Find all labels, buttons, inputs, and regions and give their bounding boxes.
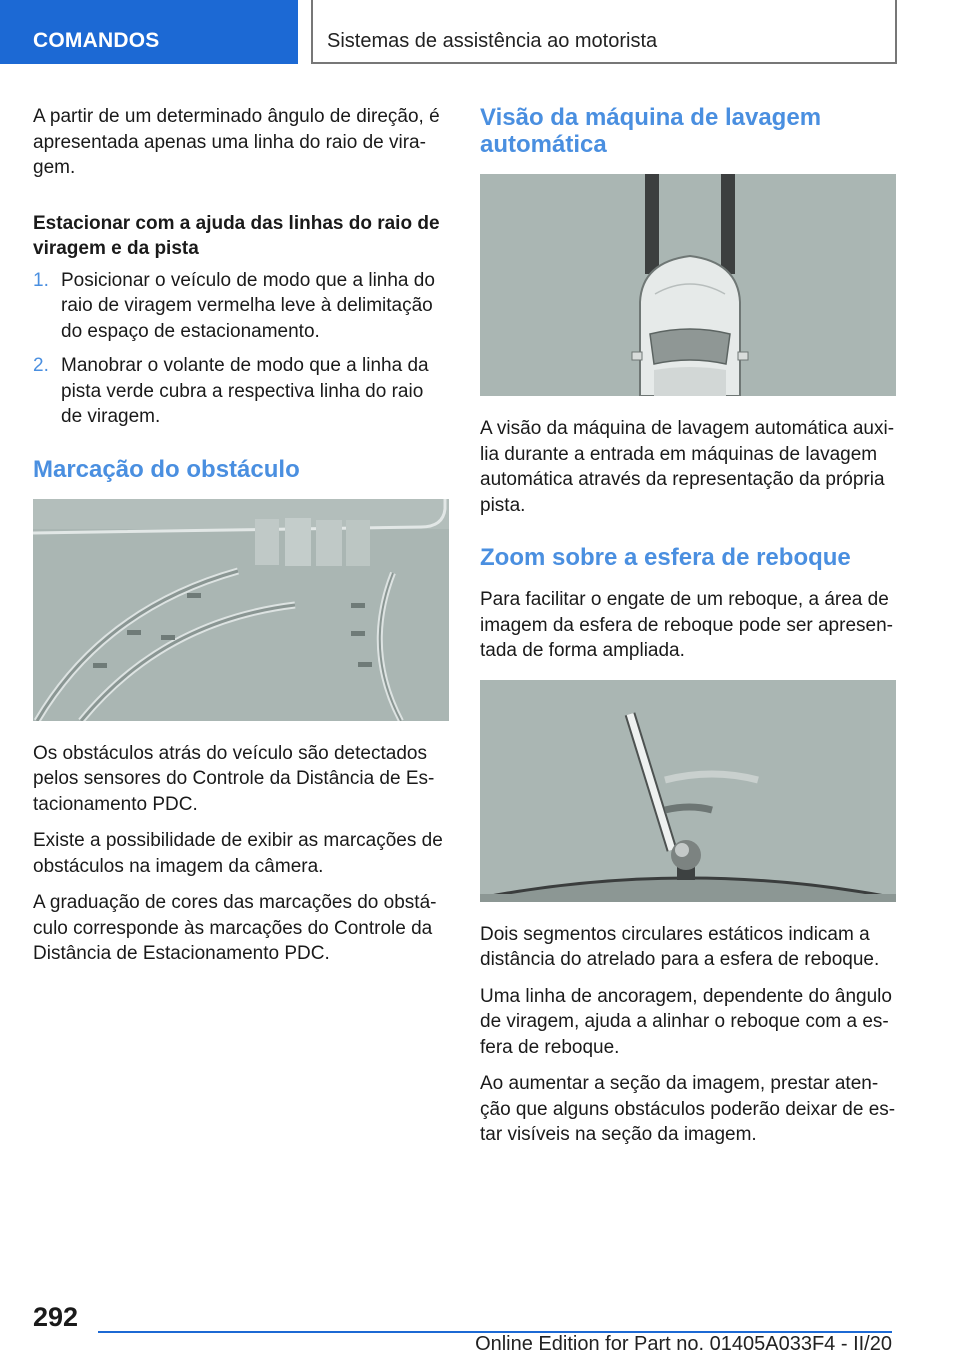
tow-ball-zoom-figure [480, 680, 896, 902]
step-text: Posicionar o veículo de modo que a linha do raio de viragem vermelha leve à delimitação do espaço de estacionamento. [61, 269, 435, 342]
zoom-paragraph: Uma linha de ancoragem, dependente do ângulo de viragem, ajuda a alinhar o reboque com a es-fera de reboque. [480, 985, 892, 1058]
zoom-heading: Zoom sobre a esfera de reboque [480, 544, 851, 571]
zoom-paragraph: Para facilitar o engate de um reboque, a área de imagem da esfera de reboque pode ser apresen-tada de forma ampliada. [480, 589, 893, 661]
edition-note: Online Edition for Part no. 01405A033F4 - II/20 [475, 1333, 892, 1355]
intro-paragraph: A partir de um determinado ângulo de direção, é apresentada apenas uma linha do raio de vira-gem. [33, 106, 440, 178]
section-tab [0, 0, 298, 64]
list-item [33, 268, 449, 345]
list-item [33, 353, 449, 430]
step-text: Manobrar o volante de modo que a linha da pista verde cubra a respectiva linha do raio de viragem. [61, 355, 429, 427]
car-wash-view-figure [480, 174, 896, 396]
parking-subheading: Estacionar com a ajuda das linhas do raio de viragem e da pista [33, 212, 440, 259]
chapter-title: Sistemas de assistência ao motorista [327, 30, 658, 52]
zoom-paragraph: Ao aumentar a seção da imagem, prestar aten-ção que alguns obstáculos poderão deixar de es-tar visíveis na seção da imagem. [480, 1073, 896, 1145]
obstacle-paragraph: Os obstáculos atrás do veículo são detectados pelos sensores do Controle da Distância de Es-tacionamento PDC. [33, 742, 435, 815]
step-number: 2. [33, 355, 49, 376]
left-column [33, 104, 449, 978]
obstacle-paragraph: Existe a possibilidade de exibir as marcações de obstáculos na imagem da câmera. [33, 830, 443, 877]
wash-paragraph: A visão da máquina de lavagem automática auxi-lia durante a entrada em máquinas de lavagem automática através da representação da própria pista. [480, 418, 895, 516]
obstacle-paragraph: A graduação de cores das marcações do obstá-culo corresponde às marcações do Controle da Distância de Estacionamento PDC. [33, 892, 437, 964]
right-column [480, 104, 896, 1159]
chapter-header [311, 0, 897, 64]
obstacle-marking-figure [33, 499, 449, 721]
obstacle-heading: Marcação do obstáculo [33, 455, 300, 483]
step-number: 1. [33, 269, 49, 291]
page-number: 292 [33, 1302, 79, 1332]
parking-steps [33, 268, 449, 430]
section-title: COMANDOS [33, 29, 160, 52]
zoom-paragraph: Dois segmentos circulares estáticos indicam a distância do atrelado para a esfera de reboque. [480, 923, 880, 970]
wash-heading: Visão da máquina de lavagem automática [480, 104, 822, 158]
